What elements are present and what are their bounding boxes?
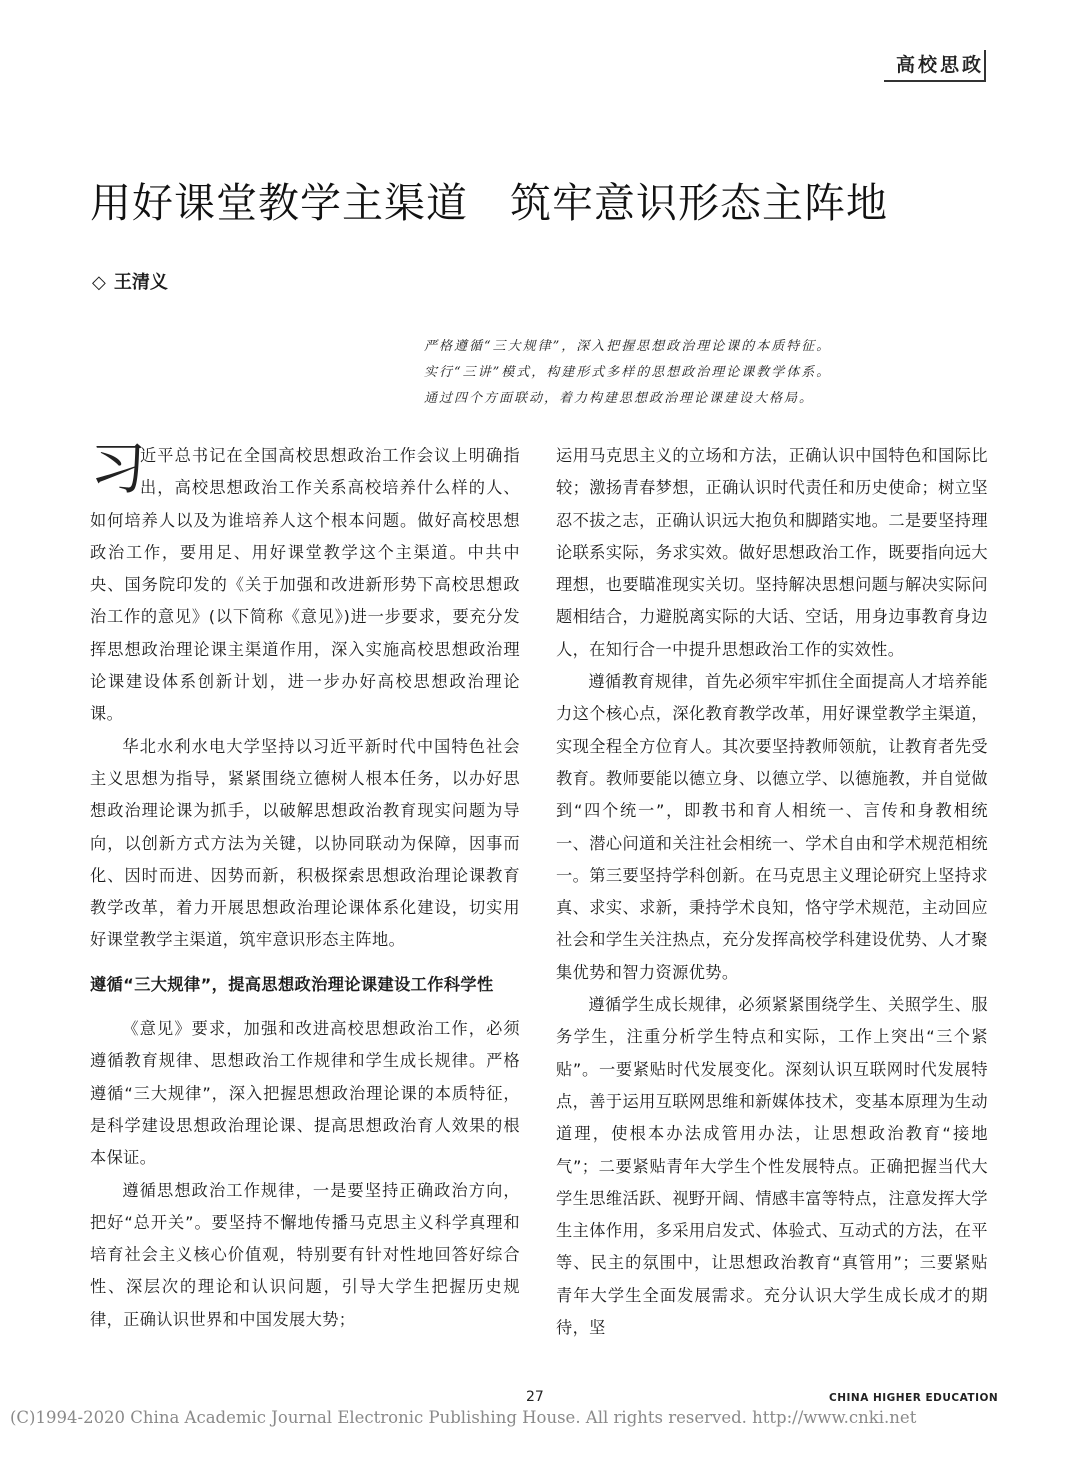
left-column bbox=[90, 437, 520, 1336]
section-heading: 遵循“三大规律”，提高思想政治理论课建设工作科学性 bbox=[90, 974, 494, 994]
journal-name: CHINA HIGHER EDUCATION bbox=[829, 1392, 999, 1404]
section-tag-rule bbox=[884, 80, 984, 82]
author-line bbox=[92, 268, 168, 294]
copyright-notice: (C)1994-2020 China Academic Journal Electronic Publishing House. All rights reserved. http://www.cnki.net bbox=[10, 1408, 917, 1427]
paragraph: 运用马克思主义的立场和方法，正确认识中国特色和国际比较；激扬青春梦想，正确认识时代责任和历史使命；树立坚忍不拔之志，正确认识远大抱负和脚踏实地。二是要坚持理论联系实际，务求实效。做好思想政治工作，既要指向远大理想，也要瞄准现实关切。坚持解决思想问题与解决实际问题相结合，力避脱离实际的大话、空话，用身边事教育身边人，在知行合一中提升思想政治工作的实效性。 bbox=[556, 446, 988, 659]
paragraph: 遵循学生成长规律，必须紧紧围绕学生、关照学生、服务学生，注重分析学生特点和实际，工作上突出“三个紧贴”。一要紧贴时代发展变化。深刻认识互联网时代发展特点，善于运用互联网思维和新媒体技术，变基本原理为生动道理，使根本办法成管用办法，让思想政治教育“接地气”；二要紧贴青年大学生个性发展特点。正确把握当代大学生思维活跃、视野开阔、情感丰富等特点，注意发挥大学生主体作用，多采用启发式、体验式、互动式的方法，在平等、民主的氛围中，让思想政治教育“真管用”；三要紧贴青年大学生全面发展需求。充分认识大学生成长成才的期待，坚 bbox=[556, 995, 988, 1338]
paragraph: 华北水利水电大学坚持以习近平新时代中国特色社会主义思想为指导，紧紧围绕立德树人根本任务，以办好思想政治理论课为抓手，以破解思想政治教育现实问题为导向，以创新方式方法为关键，以协同联动为保障，因事而化、因时而进、因势而新，积极探索思想政治理论课教育教学改革，着力开展思想政治理论课体系化建设，切实用好课堂教学主渠道，筑牢意识形态主阵地。 bbox=[90, 736, 520, 950]
paragraph-text: 近平总书记在全国高校思想政治工作会议上明确指出，高校思想政治工作关系高校培养什么样的人、如何培养人以及为谁培养人这个根本问题。做好高校思想政治工作，要用足、用好课堂教学这个主渠道。中共中央、国务院印发的《关于加强和改进新形势下高校思想政治工作的意见》(以下简称《意见》)进一步要求，要充分发挥思想政治理论课主渠道作用，深入实施高校思想政治理论课建设体系创新计划，进一步办好高校思想政治理论课。 bbox=[90, 446, 520, 724]
article-title: 用好课堂教学主渠道 筑牢意识形态主阵地 bbox=[90, 179, 888, 227]
paragraph: 遵循思想政治工作规律，一是要坚持正确政治方向，把好“总开关”。要坚持不懈地传播马克思主义科学真理和培育社会主义核心价值观，特别要有针对性地回答好综合性、深层次的理论和认识问题，引导大学生把握历史规律，正确认识世界和中国发展大势； bbox=[90, 1180, 520, 1329]
paragraph: 遵循教育规律，首先必须牢牢抓住全面提高人才培养能力这个核心点，深化教育教学改革，用好课堂教学主渠道，实现全程全方位育人。其次要坚持教师领航，让教育者先受教育。教师要能以德立身、以德立学、以德施教，并自觉做到“四个统一”，即教书和育人相统一、言传和身教相统一、潜心问道和关注社会相统一、学术自由和学术规范相统一。第三要坚持学科创新。在马克思主义理论研究上坚持求真、求实、求新，秉持学术良知，恪守学术规范，主动回应社会和学生关注热点，充分发挥高校学科建设优势、人才聚集优势和智力资源优势。 bbox=[556, 672, 988, 982]
drop-cap: 习 bbox=[90, 437, 147, 502]
paragraph bbox=[90, 437, 520, 731]
page-number: 27 bbox=[526, 1389, 544, 1405]
abstract-line-3: 通过四个方面联动，着力构建思想政治理论课建设大格局。 bbox=[424, 391, 815, 406]
section-tag-label: 高校思政 bbox=[896, 54, 985, 76]
paragraph: 《意见》要求，加强和改进高校思想政治工作，必须遵循教育规律、思想政治工作规律和学生成长规律。严格遵循“三大规律”，深入把握思想政治理论课的本质特征，是科学建设思想政治理论课、提高思想政治育人效果的根本保证。 bbox=[90, 1019, 520, 1168]
author-name: 王清义 bbox=[113, 272, 168, 293]
right-column bbox=[556, 440, 988, 1344]
section-tag-rule-side bbox=[984, 50, 986, 82]
abstract-line-1: 严格遵循“三大规律”，深入把握思想政治理论课的本质特征。 bbox=[424, 339, 832, 354]
diamond-icon: ◇ bbox=[92, 272, 106, 293]
abstract-line-2: 实行“三讲”模式，构建形式多样的思想政治理论课教学体系。 bbox=[424, 365, 832, 380]
section-tag bbox=[884, 40, 996, 84]
abstract bbox=[424, 334, 894, 412]
